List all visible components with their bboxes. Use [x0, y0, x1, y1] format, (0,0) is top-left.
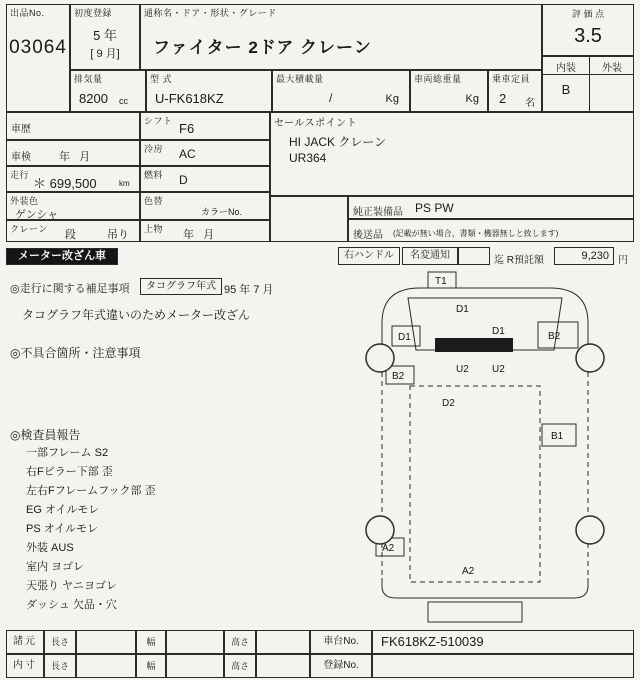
- max-load-label: 最大積載量: [276, 74, 324, 84]
- color-no-label: カラーNo.: [201, 207, 243, 217]
- displacement-unit: cc: [119, 96, 128, 106]
- width-label: 幅: [146, 637, 156, 647]
- capacity-unit: 名: [525, 98, 535, 109]
- registration-value-cell: [372, 654, 634, 678]
- crane-label: クレーン: [10, 224, 48, 234]
- exterior-color-cell: [6, 192, 140, 220]
- max-load-unit: Kg: [385, 93, 399, 105]
- name-change-box: [402, 247, 458, 265]
- sales-point-line2: UR364: [289, 151, 327, 165]
- tacho-year-box: [140, 278, 222, 295]
- width-label-cell: [136, 630, 166, 654]
- displacement-value: 8200: [79, 91, 108, 106]
- inner-width-label-cell: [136, 654, 166, 678]
- mileage-cell: [6, 166, 140, 192]
- sales-point-spacer-cell: [270, 196, 348, 242]
- oem-equipment-cell: [348, 196, 634, 219]
- model-code-cell: [146, 70, 272, 112]
- chassis-value-cell: [372, 630, 634, 654]
- inspector-report-item: ダッシュ 欠品・穴: [26, 599, 117, 611]
- inner-dims-row-header: [6, 654, 44, 678]
- first-registration-label: 初度登録: [74, 8, 113, 18]
- max-load-value: /: [329, 91, 333, 105]
- later-items-note: (記載が無い場合、書類・機器無しと致します): [393, 229, 559, 238]
- inner-height-label-cell: [224, 654, 256, 678]
- ac-cell: [140, 140, 270, 166]
- grade-header-line: [543, 74, 633, 75]
- truck-top-view-diagram: [336, 268, 634, 628]
- score-cell: [542, 4, 634, 56]
- front-left-wheel: [366, 344, 394, 372]
- length-label-cell: [44, 630, 76, 654]
- sales-point-label: セールスポイント: [274, 118, 358, 129]
- sales-point-cell: [270, 112, 634, 196]
- interior-label: 内装: [556, 63, 576, 74]
- ac-label: 冷房: [144, 144, 164, 154]
- inspection-value: 年 月: [59, 151, 91, 163]
- shift-value: F6: [179, 121, 195, 136]
- inspector-report-item: PS オイルモレ: [26, 523, 99, 535]
- inspector-report-item: 右Fピラー下部 歪: [26, 466, 113, 478]
- body-value: 年 月: [183, 229, 215, 241]
- meter-tamper-badge: [6, 248, 118, 265]
- width-label: 幅: [146, 661, 156, 671]
- oem-equipment-label: 純正装備品: [353, 207, 403, 218]
- ac-value: AC: [179, 147, 196, 161]
- damage-code-u2: U2: [492, 364, 505, 375]
- damage-code-d1: D1: [492, 326, 505, 337]
- max-load-cell: [272, 70, 410, 112]
- recolor-cell: [140, 192, 270, 220]
- damage-code-d1: D1: [456, 304, 469, 315]
- inspector-report-item: EG オイルモレ: [26, 504, 100, 516]
- shift-label: シフト: [144, 116, 173, 126]
- score-label: 評 価 点: [571, 9, 604, 19]
- model-name-cell: [140, 4, 542, 70]
- damage-code-u2: U2: [456, 364, 469, 375]
- later-items-cell: [348, 219, 634, 242]
- inspector-report-list: [26, 444, 156, 615]
- capacity-value: 2: [499, 91, 507, 106]
- height-label: 高さ: [230, 637, 249, 647]
- exterior-color-label: 外装色: [10, 196, 39, 206]
- deposit-unit: 円: [618, 255, 628, 266]
- damage-code-b1: B1: [551, 431, 564, 442]
- damage-code-a2: A2: [462, 566, 475, 577]
- mileage-note-text: タコグラフ年式違いのためメーター改ざん: [22, 308, 251, 322]
- height-value-cell: [256, 630, 310, 654]
- chassis-no: FK618KZ-510039: [381, 634, 484, 649]
- history-cell: [6, 112, 140, 140]
- interior-grade: B: [561, 82, 571, 97]
- gross-weight-cell: [410, 70, 488, 112]
- first-registration-cell: [70, 4, 140, 70]
- length-value-cell: [76, 630, 136, 654]
- oem-equipment-value: PS PW: [415, 201, 454, 215]
- tacho-year-label: タコグラフ年式: [146, 281, 216, 292]
- mileage-note-title: ◎走行に関する補足事項: [10, 283, 130, 295]
- fuel-value: D: [179, 173, 188, 187]
- grade-cell: [542, 56, 634, 112]
- defects-title: ◎不具合箇所・注意事項: [10, 346, 141, 360]
- gross-weight-label: 車両総重量: [414, 74, 462, 84]
- body-cell: [140, 220, 270, 242]
- model-code-value: U-FK618KZ: [155, 91, 224, 106]
- rear-left-wheel: [366, 516, 394, 544]
- lot-no-value: 03064: [9, 37, 67, 58]
- first-registration-month: [ 9 月]: [90, 48, 120, 60]
- dims-row-header: [6, 630, 44, 654]
- capacity-label: 乗車定員: [492, 74, 531, 84]
- crane-cell: [6, 220, 140, 242]
- length-label: 長さ: [50, 637, 69, 647]
- exterior-label: 外装: [602, 63, 622, 74]
- model-name-value: ファイター 2ドア クレーン: [153, 38, 372, 57]
- score-value: 3.5: [574, 25, 602, 47]
- crane-dan: 段: [65, 229, 76, 241]
- inner-dims-label: 内寸: [13, 660, 37, 671]
- sales-point-line1: HI JACK クレーン: [289, 135, 387, 149]
- mileage-unit: km: [119, 179, 130, 188]
- cargo-bed-outline: [410, 386, 540, 582]
- deposit-amount-box: [554, 247, 614, 265]
- rear-outline: [382, 578, 588, 598]
- model-name-label: 通称名・ドア・形状・グレード: [144, 8, 277, 18]
- inspector-report-item: 室内 ヨゴレ: [26, 561, 85, 573]
- windshield-bar: [435, 338, 513, 352]
- name-change-label: 名変通知: [410, 250, 450, 261]
- inner-length-value-cell: [76, 654, 136, 678]
- meter-tamper-badge-text: メーター改ざん車: [18, 250, 106, 262]
- lot-no-label: 出品No.: [10, 8, 45, 18]
- body-label: 上物: [144, 224, 164, 234]
- inspector-report-item: 一部フレーム S2: [26, 447, 109, 459]
- capacity-cell: [488, 70, 542, 112]
- rear-right-wheel: [576, 516, 604, 544]
- inspection-label: 車検: [11, 152, 31, 163]
- fuel-cell: [140, 166, 270, 192]
- registration-label-cell: [310, 654, 372, 678]
- first-registration-year: 5 年: [93, 28, 117, 43]
- width-value-cell: [166, 630, 224, 654]
- rhd-label: 右ハンドル: [344, 250, 394, 261]
- inner-width-value-cell: [166, 654, 224, 678]
- dims-label: 諸元: [13, 636, 37, 647]
- mileage-label: 走行: [10, 170, 30, 180]
- lot-no-cell: [6, 4, 70, 112]
- displacement-cell: [70, 70, 146, 112]
- tailgate-outline: [428, 602, 522, 622]
- chassis-label-cell: [310, 630, 372, 654]
- shift-cell: [140, 112, 270, 140]
- inner-length-label-cell: [44, 654, 76, 678]
- deposit-amount: 9,230: [581, 250, 609, 262]
- tacho-year-value: 95 年 7 月: [224, 284, 274, 296]
- inspection-cell: [6, 140, 140, 166]
- inspector-title: ◎検査員報告: [10, 428, 81, 442]
- vehicle-diagram: [336, 268, 634, 628]
- chassis-label: 車台No.: [323, 636, 359, 647]
- fuel-label: 燃料: [144, 170, 164, 180]
- name-change-empty-box: [458, 247, 490, 265]
- rhd-box: [338, 247, 400, 265]
- displacement-label: 排気量: [74, 74, 103, 84]
- crane-tsuri: 吊り: [107, 229, 129, 241]
- damage-code-d2: D2: [442, 398, 455, 409]
- height-label: 高さ: [230, 661, 249, 671]
- inspector-report-item: 天張り ヤニヨゴレ: [26, 580, 118, 592]
- registration-label: 登録No.: [323, 660, 359, 671]
- recolor-label: 色替: [144, 196, 164, 206]
- length-label: 長さ: [50, 661, 69, 671]
- exterior-color-value: ゲンシャ: [15, 209, 59, 221]
- later-items-label: 後送品: [353, 230, 383, 241]
- inspector-report-item: 外装 AUS: [26, 542, 74, 554]
- damage-code-t1: T1: [435, 276, 447, 287]
- damage-code-a2: A2: [382, 543, 395, 554]
- front-right-wheel: [576, 344, 604, 372]
- gross-weight-unit: Kg: [465, 93, 479, 105]
- damage-code-b2: B2: [392, 371, 405, 382]
- inspector-report-item: 左右Fフレームフック部 歪: [26, 485, 156, 497]
- height-label-cell: [224, 630, 256, 654]
- inner-height-value-cell: [256, 654, 310, 678]
- history-label: 車歴: [11, 124, 31, 135]
- mileage-value: ＊ 699,500: [33, 176, 97, 191]
- damage-code-d1: D1: [398, 332, 411, 343]
- deposit-label: 迄 R預託額: [494, 255, 544, 266]
- model-code-label: 型 式: [150, 74, 173, 84]
- damage-code-b2: B2: [548, 331, 561, 342]
